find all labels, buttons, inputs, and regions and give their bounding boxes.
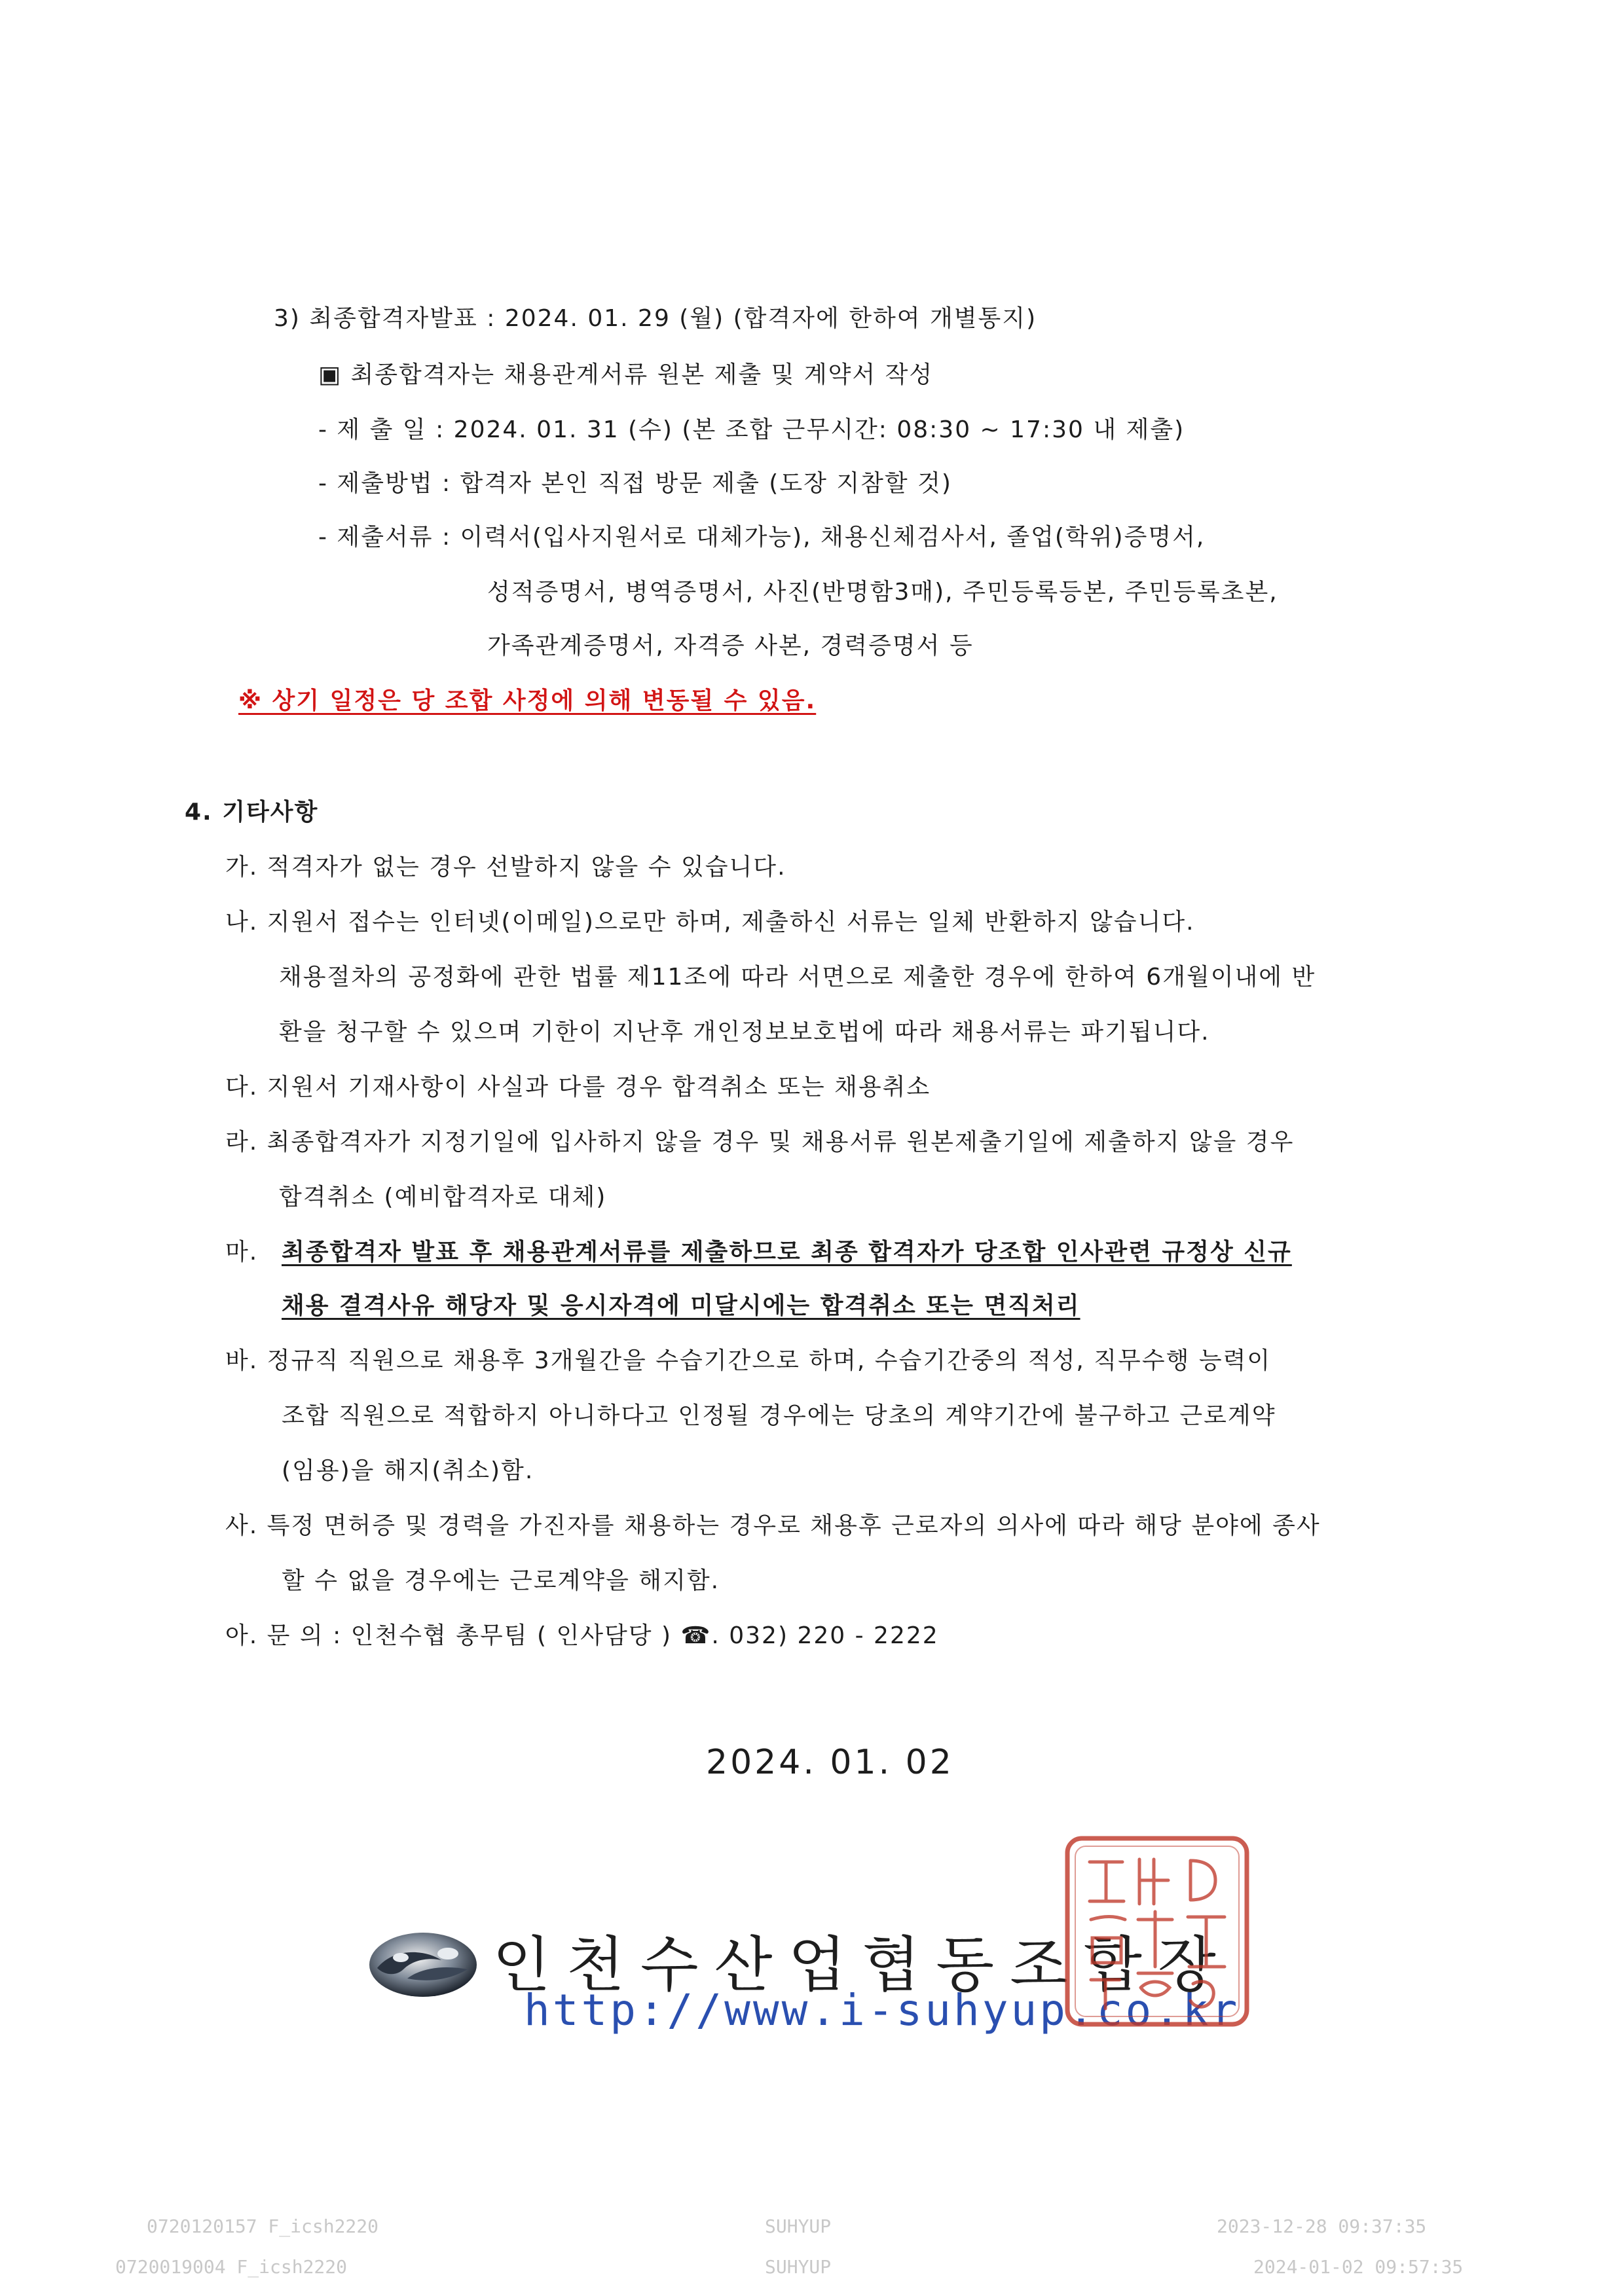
item-a-contact: 아. 문 의 : 인천수협 총무팀 ( 인사담당 ) ☎. 032) 220 - 2222 bbox=[225, 1622, 939, 1649]
final-announcement: 3) 최종합격자발표 : 2024. 01. 29 (월) (합격자에 한하여 개별통지) bbox=[274, 305, 1037, 332]
item-ba-cont-1: 조합 직원으로 적합하지 아니하다고 인정될 경우에는 당초의 계약기간에 불구하고 근로계약 bbox=[282, 1402, 1276, 1429]
submission-method: - 제출방법 : 합격자 본인 직접 방문 제출 (도장 지참할 것) bbox=[318, 470, 952, 497]
item-ma-cont: 채용 결격사유 해당자 및 응시자격에 미달시에는 합격취소 또는 면직처리 bbox=[282, 1292, 1080, 1319]
item-na-cont-2: 환을 청구할 수 있으며 기한이 지난후 개인정보보호법에 따라 채용서류는 파기됩니다. bbox=[279, 1019, 1210, 1046]
fax-footer-right-2: 2024-01-02 09:57:35 bbox=[1253, 2256, 1464, 2278]
submission-documents-cont-1: 성적증명서, 병역증명서, 사진(반명함3매), 주민등록등본, 주민등록초본, bbox=[487, 579, 1278, 606]
fax-footer-left-1: 0720120157 F_icsh2220 bbox=[147, 2215, 379, 2237]
submission-date: - 제 출 일 : 2024. 01. 31 (수) (본 조합 근무시간: 08:30 ~ 17:30 내 제출) bbox=[318, 416, 1185, 443]
submission-documents-cont-2: 가족관계증명서, 자격증 사본, 경력증명서 등 bbox=[487, 632, 974, 659]
item-sa: 사. 특정 면허증 및 경력을 가진자를 채용하는 경우로 채용후 근로자의 의사에 따라 해당 분야에 종사 bbox=[225, 1512, 1321, 1539]
submission-note: ▣ 최종합격자는 채용관계서류 원본 제출 및 계약서 작성 bbox=[318, 361, 934, 388]
item-na-cont-1: 채용절차의 공정화에 관한 법률 제11조에 따라 서면으로 제출한 경우에 한하여 6개월이내에 반 bbox=[279, 964, 1316, 991]
document-date: 2024. 01. 02 bbox=[706, 1743, 954, 1782]
item-da: 다. 지원서 기재사항이 사실과 다를 경우 합격취소 또는 채용취소 bbox=[225, 1074, 931, 1101]
item-ga: 가. 적격자가 없는 경우 선발하지 않을 수 있습니다. bbox=[225, 854, 786, 881]
submission-documents: - 제출서류 : 이력서(입사지원서로 대체가능), 채용신체검사서, 졸업(학위)증명서, bbox=[318, 524, 1206, 551]
item-sa-cont: 할 수 없을 경우에는 근로계약을 해지함. bbox=[282, 1567, 720, 1594]
fax-footer-left-2: 0720019004 F_icsh2220 bbox=[115, 2256, 348, 2278]
item-ba: 바. 정규직 직원으로 채용후 3개월간을 수습기간으로 하며, 수습기간중의 적성, 직무수행 능력이 bbox=[225, 1347, 1272, 1374]
suhyup-logo-icon bbox=[368, 1931, 478, 1998]
fax-footer-center-2: SUHYUP bbox=[765, 2256, 832, 2278]
item-ba-cont-2: (임용)을 해지(취소)함. bbox=[282, 1457, 534, 1484]
organization-url: http://www.i-suhyup.co.kr bbox=[524, 1985, 1240, 2035]
item-ma: 최종합격자 발표 후 채용관계서류를 제출하므로 최종 합격자가 당조합 인사관련 규정상 신규 bbox=[282, 1239, 1292, 1266]
item-ma-prefix: 마. bbox=[225, 1239, 259, 1266]
item-ra: 라. 최종합격자가 지정기일에 입사하지 않을 경우 및 채용서류 원본제출기일에 제출하지 않을 경우 bbox=[225, 1129, 1295, 1156]
schedule-change-notice: ※ 상기 일정은 당 조합 사정에 의해 변동될 수 있음. bbox=[238, 687, 817, 714]
item-na: 나. 지원서 접수는 인터넷(이메일)으로만 하며, 제출하신 서류는 일체 반환하지 않습니다. bbox=[225, 909, 1195, 936]
section-heading-misc: 4. 기타사항 bbox=[185, 799, 319, 826]
organization-name: 인천수산업협동조합장 bbox=[492, 1930, 1232, 2000]
fax-footer-center-1: SUHYUP bbox=[765, 2215, 832, 2237]
item-ra-cont: 합격취소 (예비합격자로 대체) bbox=[279, 1184, 607, 1211]
fax-footer-right-1: 2023-12-28 09:37:35 bbox=[1217, 2215, 1427, 2237]
official-seal-icon bbox=[1062, 1833, 1252, 2030]
